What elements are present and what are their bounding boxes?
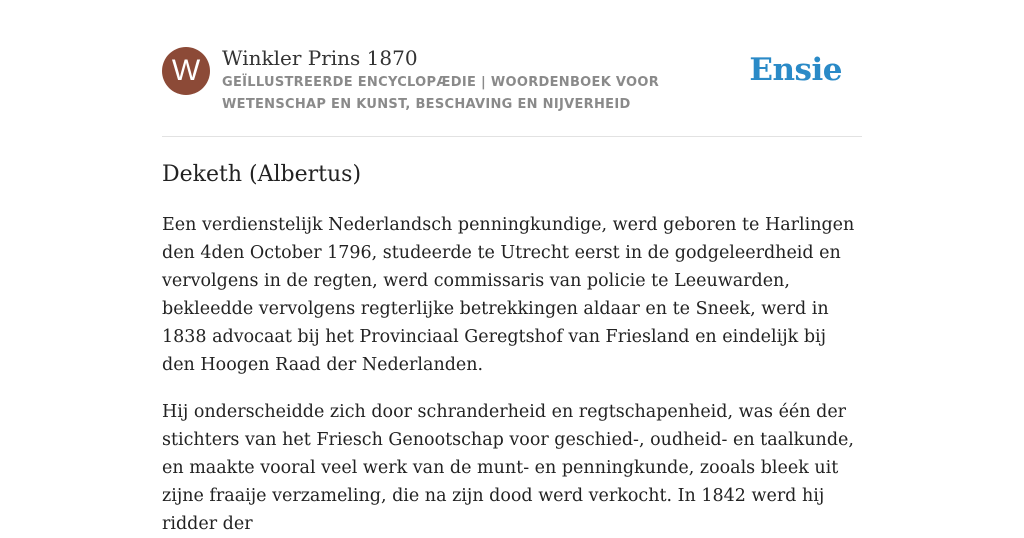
source-subtitle: GEÏLLUSTREERDE ENCYCLOPÆDIE | WOORDENBOEK VOOR WETENSCHAP EN KUNST, BESCHAVING EN NIJVERHEID (222, 75, 660, 112)
ensie-logo[interactable]: Ensie (749, 52, 842, 88)
source-title[interactable]: Winkler Prins 1870 (222, 46, 418, 70)
article-paragraph: Een verdienstelijk Nederlandsch penningkundige, werd geboren te Harlingen den 4den October 1796, studeerde te Utrecht eerst in de godgeleerdheid en vervolgens in de regten, werd commissaris van policie te Leeuwarden, bekleedde vervolgens regterlijke betrekkingen aldaar en te Sneek, werd in 1838 advocaat bij het Provinciaal Geregtshof van Friesland en eindelijk bij den Hoogen Raad der Nederlanden. (162, 215, 855, 375)
article-title: Deketh (Albertus) (162, 162, 362, 187)
article (162, 158, 862, 538)
article-paragraph: Hij onderscheidde zich door schranderheid en regtschapenheid, was één der stichters van het Friesch Genootschap voor geschied-, oudheid- en taalkunde, en maakte vooral veel werk van de munt- en penningkunde, zooals bleek uit zijne fraaije verzameling, die na zijn dood werd verkocht. In 1842 werd hij ridder der (162, 402, 854, 534)
source-avatar[interactable]: W (162, 47, 210, 95)
source-header (162, 44, 862, 137)
